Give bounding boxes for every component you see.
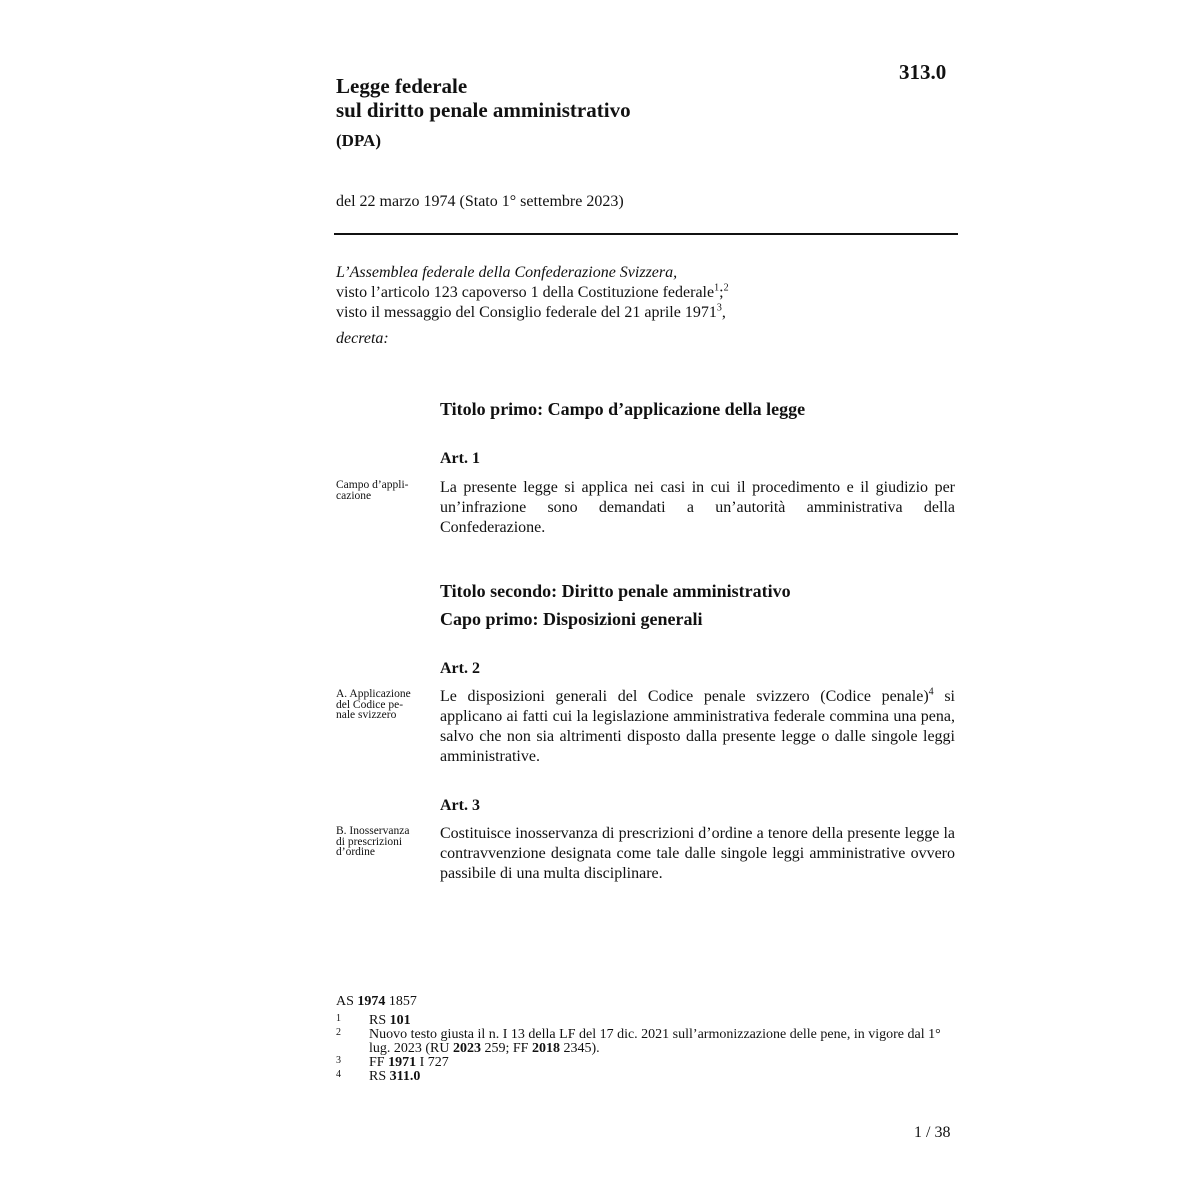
art-3-text: Costituisce inosservanza di prescrizioni d’ordine a tenore della presente legge la contravvenzione designata come tale dalle singole leggi amministrative ovvero passibile di una multa disciplinare. (440, 825, 955, 882)
art-2-margin-note: A. Applicazione del Codice pe- nale svizzero (336, 688, 411, 721)
visto-2-end: , (721, 304, 726, 321)
footnote-ref-2[interactable]: 2 (723, 282, 729, 294)
footnote-3: 3 FF 1971 I 727 (336, 1055, 449, 1070)
preamble-visto-1 (336, 283, 956, 303)
art-2-text (440, 687, 955, 767)
preamble-assembly: L’Assemblea federale della Confederazione Svizzera, (336, 264, 678, 281)
art-2-text-a: Le disposizioni generali del Codice penale svizzero (Codice penale) (440, 688, 929, 705)
official-compilation-ref: AS 1974 1857 (336, 994, 417, 1009)
title-line-2: sul diritto penale amministrativo (336, 98, 631, 122)
preamble-visto-2 (336, 303, 956, 323)
visto-2-text: visto il messaggio del Consiglio federale del 21 aprile 1971 (336, 304, 717, 321)
title-divider (334, 233, 958, 235)
law-abbreviation: (DPA) (336, 131, 381, 150)
date-line: del 22 marzo 1974 (Stato 1° settembre 2023) (336, 193, 624, 210)
art-3-label: Art. 3 (440, 797, 480, 814)
art-3-margin-note: B. Inosservanza di prescrizioni d’ordine (336, 825, 410, 858)
footnote-ref-1[interactable]: 1 (714, 282, 720, 294)
art-2-label: Art. 2 (440, 660, 480, 677)
capo-primo-heading: Capo primo: Disposizioni generali (440, 609, 703, 629)
law-title (336, 74, 631, 153)
footnotes (336, 994, 956, 1084)
footnote-4: 4 RS 311.0 (336, 1069, 421, 1084)
visto-1-separator: ; (719, 284, 724, 301)
titolo-primo-heading: Titolo primo: Campo d’applicazione della legge (440, 399, 806, 419)
art-1-margin-note: Campo d’appli- cazione (336, 479, 409, 502)
art-1-text: La presente legge si applica nei casi in cui il procedimento e il giudizio per un’infrazione sono demandati a un’autorità amministrativa della Confederazione. (440, 479, 955, 536)
footnote-2: 2 Nuovo testo giusta il n. I 13 della LF del 17 dic. 2021 sull’armonizzazione delle pene, in vigore dal 1° lug. 2023 (RU 2023 259; FF 2018 2345). (336, 1027, 941, 1056)
preamble-decreta: decreta: (336, 330, 389, 347)
footnote-1: 1 RS 101 (336, 1013, 411, 1028)
titolo-secondo-heading: Titolo secondo: Diritto penale amministrativo (440, 581, 791, 601)
footnote-ref-3[interactable]: 3 (716, 302, 722, 314)
sr-number: 313.0 (899, 60, 947, 84)
art-2-text-b: si applicano ai fatti cui la legislazione amministrativa federale commina una pena, salvo che non sia altrimenti disposto dalla presente legge o dalle singole leggi amministrative. (440, 688, 956, 765)
art-1-label: Art. 1 (440, 450, 480, 467)
preamble (336, 263, 956, 349)
visto-1-text: visto l’articolo 123 capoverso 1 della Costituzione federale (336, 284, 715, 301)
footnote-ref-4[interactable]: 4 (928, 686, 934, 698)
title-line-1: Legge federale (336, 74, 468, 98)
page-number: 1 / 38 (914, 1124, 951, 1141)
